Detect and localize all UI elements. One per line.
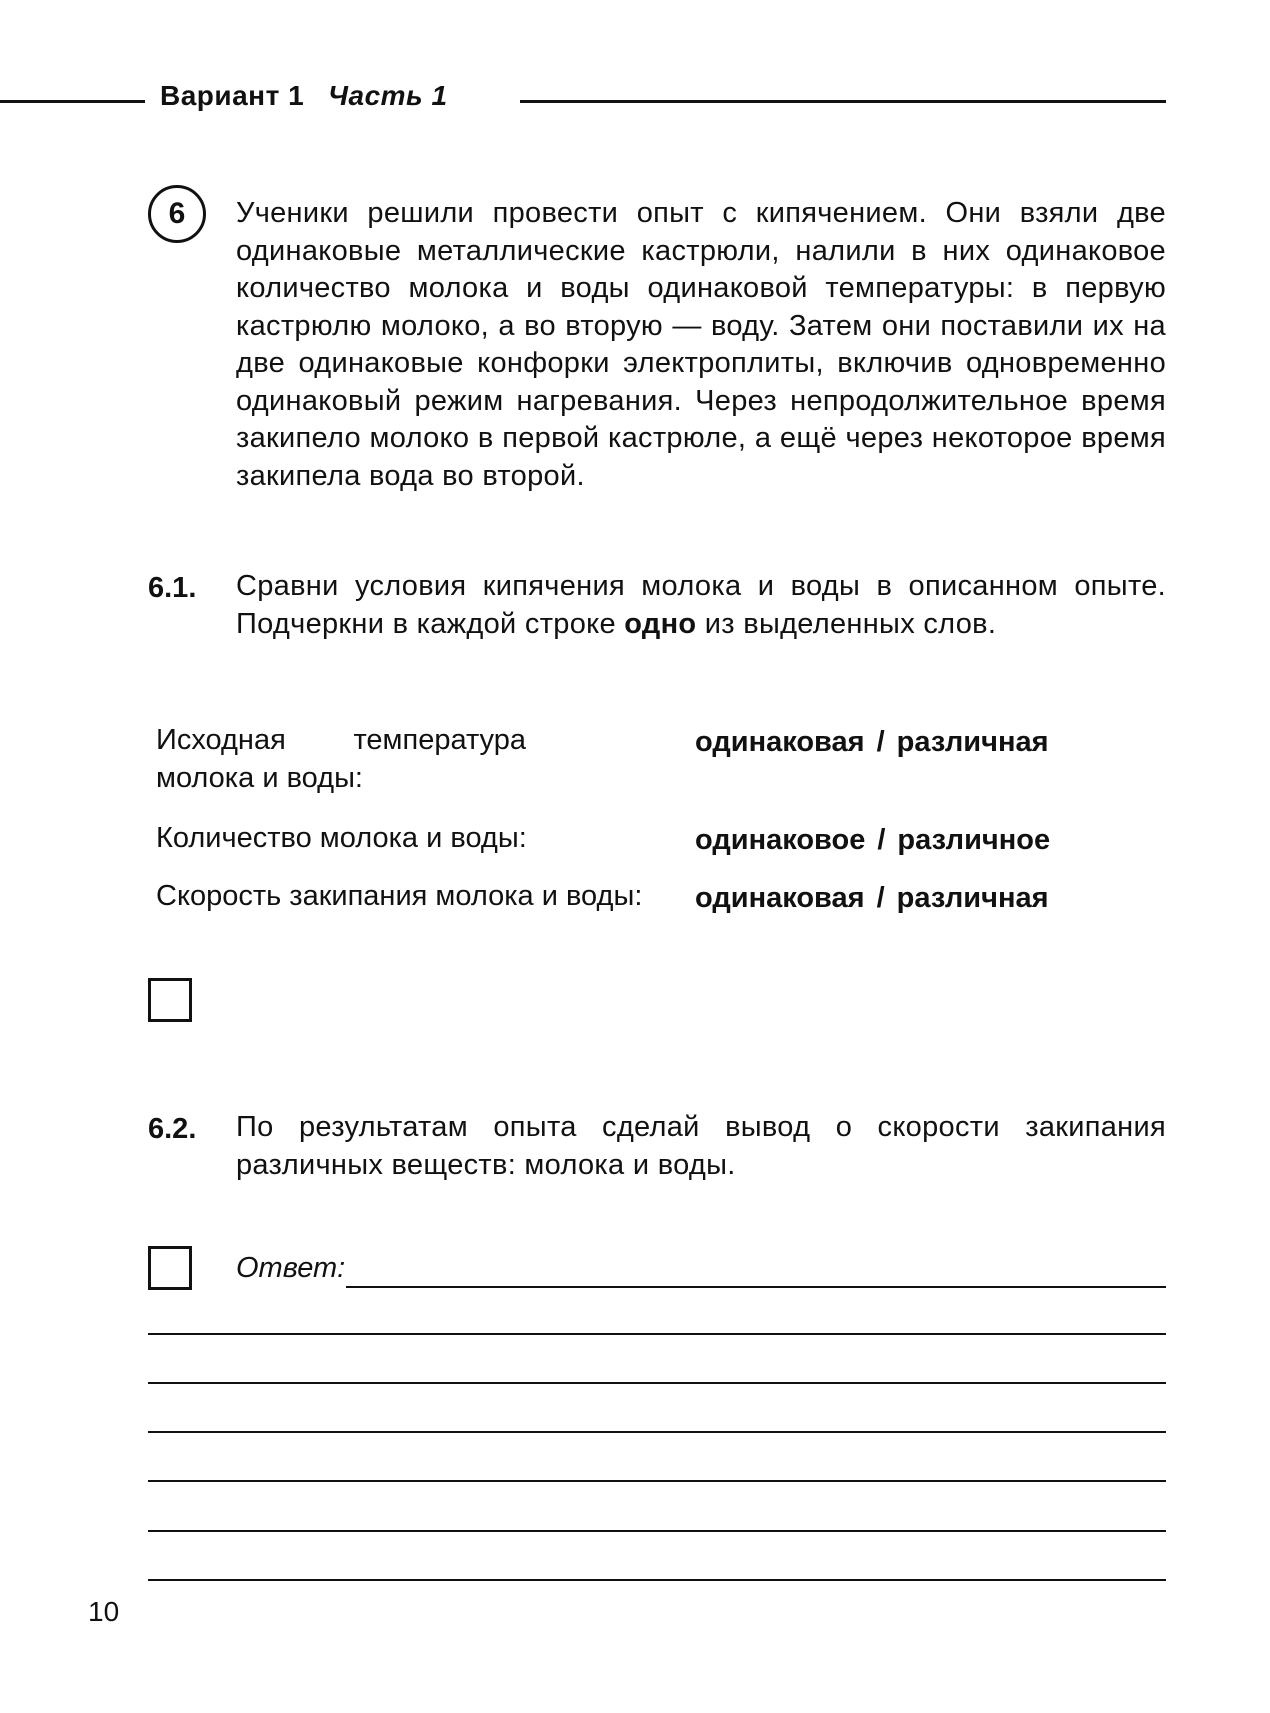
answer-line-4[interactable] — [148, 1431, 1166, 1433]
header-variant: Вариант 1 — [160, 80, 305, 111]
q1-text-after: из выделенных слов. — [696, 607, 997, 640]
option-different[interactable]: различная — [896, 726, 1049, 758]
q1-number: 6.1. — [148, 572, 197, 604]
option-same[interactable]: одинаковая — [695, 882, 865, 914]
page-number: 10 — [88, 1596, 120, 1627]
task-number-circle — [148, 185, 206, 243]
q1-row-options-3 — [695, 882, 1049, 915]
task-text: Ученики решили провести опыт с кипячением. Они взяли две одинаковые металлические кастрюли, налили в них одинаковое количество молока и воды одинаковой температуры: в первую кастрюлю молоко, а во вторую — воду. Затем они поставили их на две одинаковые конфорки электроплиты, включив одновременно одинаковый режим нагревания. Через непродолжительное время закипело молоко в первой кастрюле, а ещё через некоторое время закипела вода во второй. — [236, 197, 1166, 492]
q1-row-options-2 — [695, 824, 1050, 857]
header-part: Часть 1 — [328, 80, 448, 111]
option-same[interactable]: одинаковое — [695, 824, 866, 856]
option-different[interactable]: различная — [896, 882, 1049, 914]
header-title — [160, 80, 448, 112]
q1-row-label-3: Скорость закипания молока и воды: — [156, 880, 643, 912]
q1-text — [236, 568, 1166, 643]
header-rule-left — [0, 100, 145, 103]
task-number: 6 — [168, 197, 186, 230]
q1-row-label-1: Исходная температура молока и воды: — [156, 724, 526, 794]
option-different[interactable]: различное — [897, 824, 1051, 856]
q1-row-options-1 — [695, 726, 1049, 759]
option-separator: / — [877, 824, 886, 856]
answer-line-3[interactable] — [148, 1382, 1166, 1384]
answer-line-5[interactable] — [148, 1480, 1166, 1482]
answer-line-6[interactable] — [148, 1530, 1166, 1532]
q2-number: 6.2. — [148, 1113, 197, 1145]
q1-text-before: Сравни условия кипячения молока и воды в описанном опыте. Подчеркни в каждой строке — [236, 570, 1166, 640]
option-separator: / — [876, 882, 885, 914]
q2-text: По результатам опыта сделай вывод о скорости закипания различных веществ: молока и воды. — [236, 1111, 1166, 1181]
answer-line-1[interactable] — [346, 1286, 1166, 1288]
answer-line-7[interactable] — [148, 1579, 1166, 1581]
q1-text-bold: одно — [624, 607, 697, 640]
option-same[interactable]: одинаковая — [695, 726, 865, 758]
header-rule-right — [520, 100, 1166, 103]
q1-score-box[interactable] — [148, 978, 192, 1022]
option-separator: / — [876, 726, 885, 758]
q2-score-box[interactable] — [148, 1246, 192, 1290]
q1-row-label-2: Количество молока и воды: — [156, 822, 527, 854]
answer-label: Ответ: — [236, 1252, 346, 1284]
answer-line-2[interactable] — [148, 1333, 1166, 1335]
